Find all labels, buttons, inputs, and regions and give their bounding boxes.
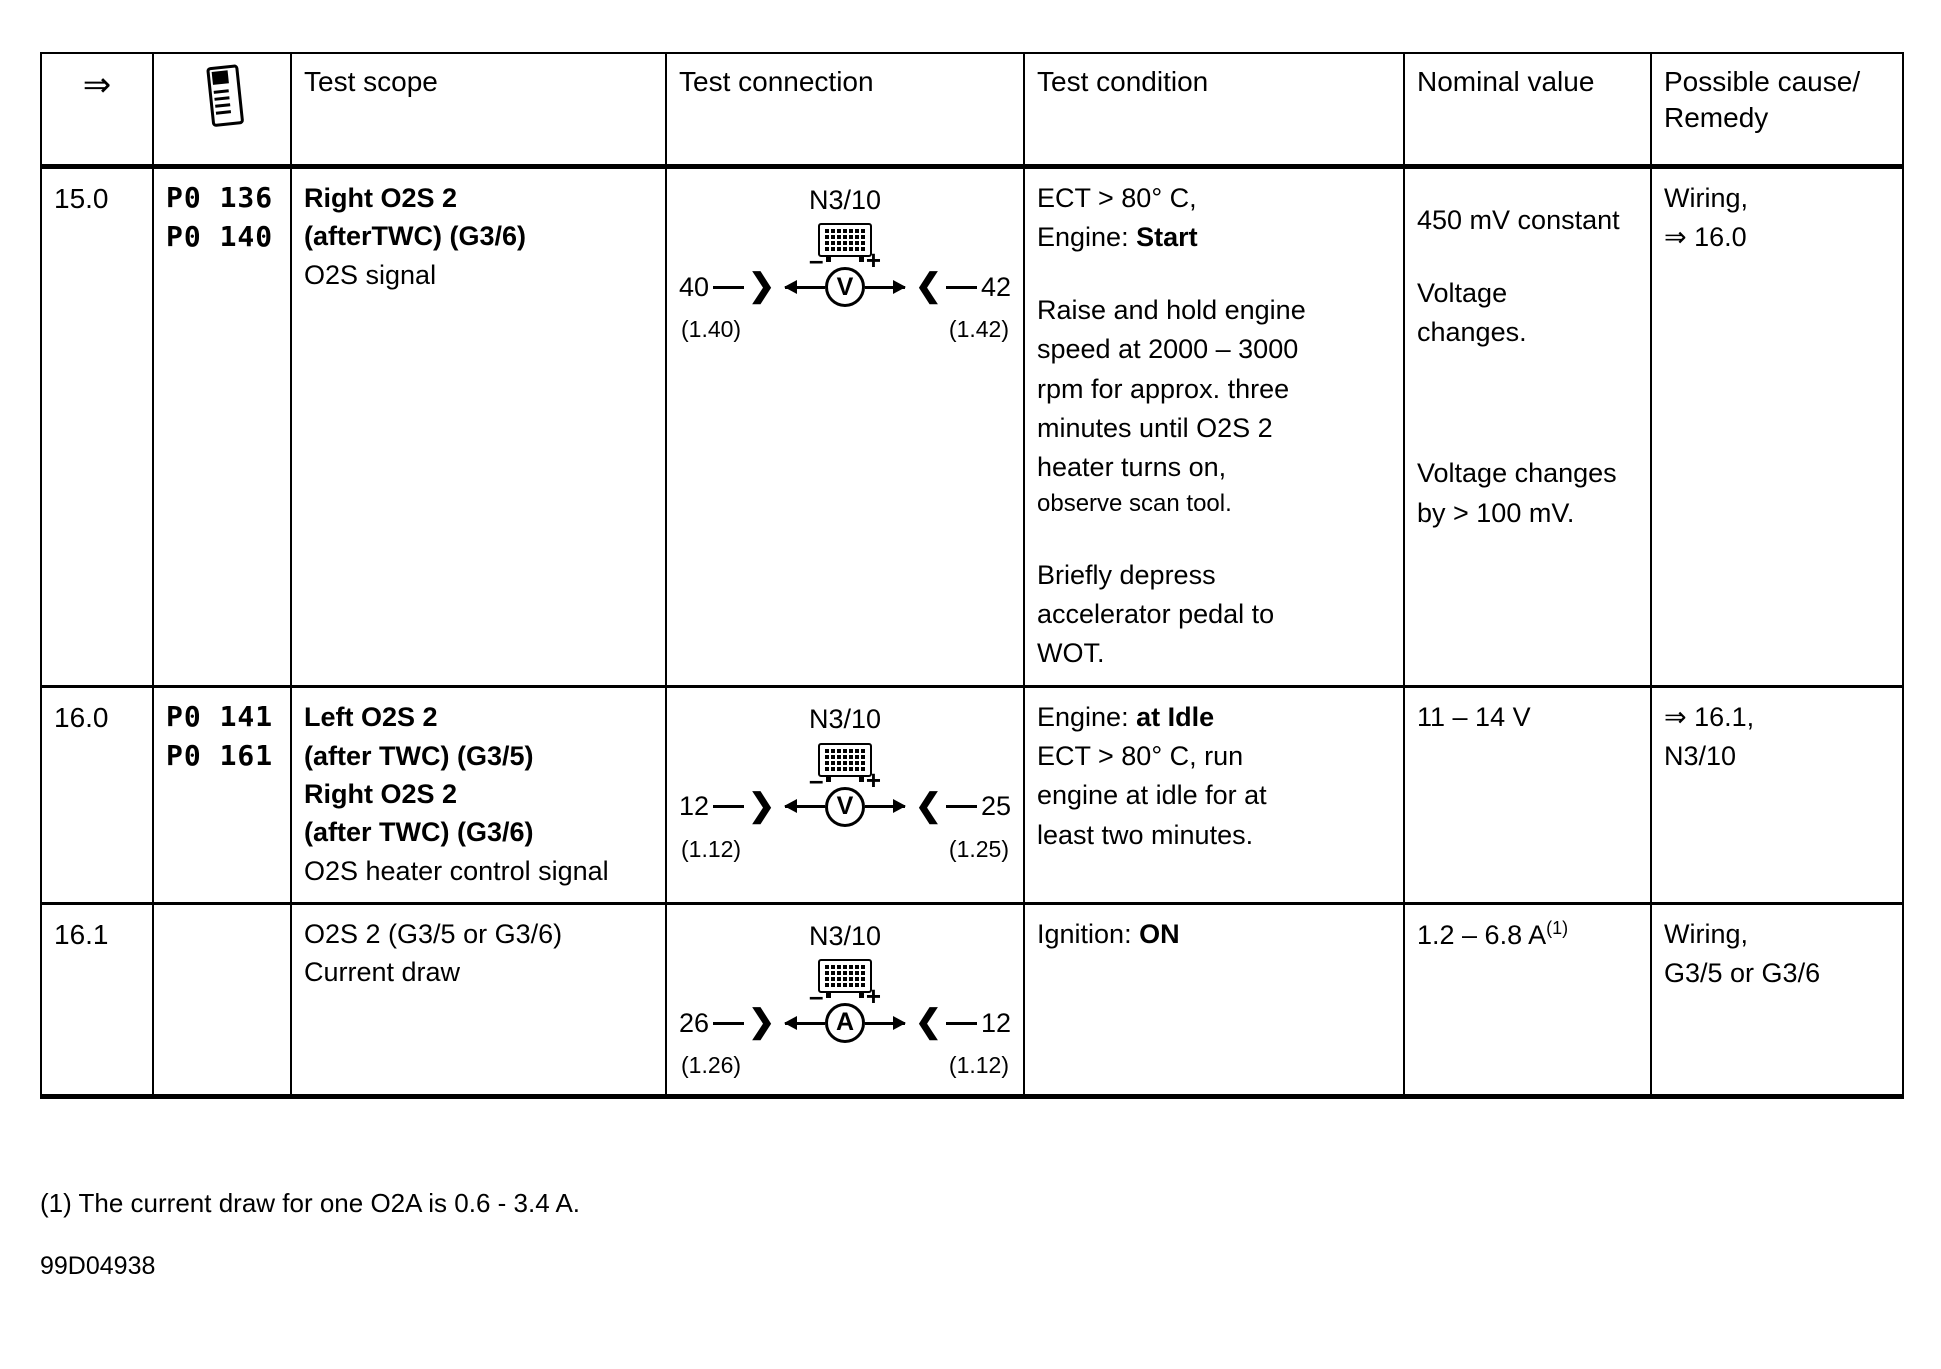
pin-left-sublabel: (1.12) bbox=[681, 835, 742, 862]
nominal-line: changes. bbox=[1417, 317, 1527, 348]
condition-line: ECT > 80° C, bbox=[1037, 183, 1197, 213]
spacer bbox=[1417, 352, 1638, 386]
possible-cause-cell bbox=[1651, 167, 1903, 687]
pin-sub-row bbox=[679, 313, 1011, 346]
condition-line: Briefly depress bbox=[1037, 559, 1216, 590]
cause-line: Wiring, bbox=[1664, 183, 1749, 213]
header-step-arrow bbox=[41, 53, 153, 167]
pin-right-label: 25 bbox=[980, 791, 1011, 822]
test-scope-line: (afterTWC) (G3/6) bbox=[304, 221, 526, 252]
polarity-minus: – bbox=[809, 764, 824, 795]
table-footnote: (1) The current draw for one O2A is 0.6 - 3.4 A. bbox=[40, 1188, 581, 1218]
spacer bbox=[1037, 257, 1391, 291]
footnote-marker: (1) bbox=[1546, 917, 1569, 938]
test-scope-line: O2S heater control signal bbox=[304, 855, 609, 886]
connector-icon bbox=[818, 743, 872, 777]
test-scope-line: Right O2S 2 bbox=[304, 778, 458, 809]
header-possible-cause-label: Possible cause/ bbox=[1664, 66, 1861, 97]
meter-row bbox=[679, 245, 1011, 307]
polarity-plus: + bbox=[865, 981, 881, 1012]
meter-core bbox=[785, 245, 905, 307]
pin-right-sublabel: (1.25) bbox=[948, 835, 1009, 862]
test-scope-cell bbox=[291, 167, 666, 687]
possible-cause-cell bbox=[1651, 903, 1903, 1096]
cause-line: G3/5 or G3/6 bbox=[1664, 957, 1821, 988]
voltmeter-icon: V bbox=[825, 267, 865, 307]
service-table-page bbox=[40, 52, 1902, 1099]
pin-right-sublabel: (1.12) bbox=[948, 1052, 1009, 1079]
voltmeter-icon: V bbox=[825, 787, 865, 827]
nominal-line: 11 – 14 V bbox=[1417, 702, 1531, 733]
connection-diagram bbox=[679, 179, 1011, 346]
component-label: N3/10 bbox=[808, 704, 882, 735]
pin-right-label: 12 bbox=[980, 1008, 1011, 1038]
connector-icon bbox=[818, 223, 872, 257]
nominal-line: Voltage bbox=[1417, 278, 1508, 309]
condition-label: Engine: bbox=[1037, 702, 1129, 733]
pin-left-sublabel: (1.26) bbox=[681, 1052, 742, 1079]
step-number: 16.0 bbox=[54, 702, 109, 734]
condition-value: at Idle bbox=[1136, 702, 1215, 733]
nominal-line bbox=[1417, 915, 1638, 955]
plug-left-icon: ❯ bbox=[748, 1003, 775, 1040]
cause-line: ⇒ 16.0 bbox=[1664, 222, 1747, 253]
nominal-value-cell bbox=[1404, 903, 1651, 1096]
test-scope-line: Current draw bbox=[304, 957, 461, 988]
table-body bbox=[41, 167, 1903, 1097]
ammeter-icon: A bbox=[825, 1003, 865, 1043]
pin-left-label: 26 bbox=[679, 1008, 710, 1038]
connector-icon-row bbox=[679, 959, 1011, 993]
test-scope-cell bbox=[291, 687, 666, 904]
nominal-line: by > 100 mV. bbox=[1417, 497, 1575, 528]
diagnostic-test-table bbox=[40, 52, 1904, 1099]
plug-left-icon: ❯ bbox=[748, 786, 775, 823]
meter-row bbox=[679, 981, 1011, 1043]
condition-label: Ignition: bbox=[1037, 918, 1132, 949]
header-nominal-value-label: Nominal value bbox=[1417, 66, 1595, 97]
possible-cause-cell bbox=[1651, 687, 1903, 904]
nominal-value-cell bbox=[1404, 687, 1651, 904]
test-condition-cell bbox=[1024, 167, 1404, 687]
condition-line: least two minutes. bbox=[1037, 819, 1254, 850]
arrow-out-icon bbox=[865, 286, 905, 289]
table-row bbox=[41, 687, 1903, 904]
condition-line: speed at 2000 – 3000 bbox=[1037, 334, 1299, 365]
lead-line bbox=[713, 1022, 744, 1025]
dtc-code-cell bbox=[153, 903, 291, 1096]
test-scope-line: Left O2S 2 bbox=[304, 702, 438, 733]
plug-right-icon: ❮ bbox=[915, 267, 942, 304]
header-row bbox=[41, 53, 1903, 167]
condition-line: observe scan tool. bbox=[1037, 489, 1232, 517]
dtc-code: P0 136 bbox=[166, 181, 274, 214]
condition-line: engine at idle for at bbox=[1037, 780, 1267, 811]
lead-line bbox=[713, 286, 744, 289]
test-connection-cell bbox=[666, 903, 1024, 1096]
nominal-value-text: 1.2 – 6.8 A bbox=[1417, 919, 1547, 950]
arrow-in-icon bbox=[785, 805, 825, 808]
condition-line: heater turns on, bbox=[1037, 451, 1227, 482]
table-row bbox=[41, 903, 1903, 1096]
arrow-out-icon bbox=[865, 1022, 905, 1025]
lead-line bbox=[713, 805, 744, 808]
spacer bbox=[1417, 179, 1638, 201]
dtc-code: P0 141 bbox=[166, 700, 274, 734]
double-arrow-icon: ⇒ bbox=[82, 66, 112, 104]
header-test-connection-label: Test connection bbox=[679, 66, 874, 97]
polarity-minus: – bbox=[809, 981, 824, 1012]
condition-line bbox=[1037, 698, 1391, 737]
pin-left-sublabel: (1.40) bbox=[681, 316, 742, 343]
step-number: 15.0 bbox=[54, 183, 109, 214]
header-test-condition-label: Test condition bbox=[1037, 66, 1209, 97]
polarity-minus: – bbox=[809, 245, 824, 276]
lead-line bbox=[946, 286, 977, 289]
condition-line: rpm for approx. three bbox=[1037, 373, 1290, 404]
document-id: 99D04938 bbox=[40, 1252, 156, 1280]
test-condition-cell bbox=[1024, 687, 1404, 904]
step-number-cell bbox=[41, 903, 153, 1096]
component-label: N3/10 bbox=[808, 920, 882, 951]
plug-left-icon: ❯ bbox=[748, 267, 775, 304]
spacer bbox=[1417, 240, 1638, 274]
condition-line: Raise and hold engine bbox=[1037, 295, 1306, 326]
scan-tool-icon bbox=[202, 64, 242, 123]
header-test-scope bbox=[291, 53, 666, 167]
header-nominal-value bbox=[1404, 53, 1651, 167]
plug-right-icon: ❮ bbox=[915, 1003, 942, 1040]
condition-line bbox=[1037, 915, 1391, 954]
test-scope-line: O2S signal bbox=[304, 259, 437, 290]
header-test-scope-label: Test scope bbox=[304, 66, 438, 97]
pin-left-label: 12 bbox=[679, 791, 710, 822]
pin-right-sublabel: (1.42) bbox=[948, 316, 1009, 343]
cause-line: Wiring, bbox=[1664, 918, 1749, 949]
test-scope-line: (after TWC) (G3/5) bbox=[304, 740, 534, 771]
pin-sub-row bbox=[679, 833, 1011, 866]
pin-sub-row bbox=[679, 1049, 1011, 1082]
step-number-cell bbox=[41, 687, 153, 904]
arrow-in-icon bbox=[785, 286, 825, 289]
connection-diagram bbox=[679, 915, 1011, 1082]
nominal-value-cell bbox=[1404, 167, 1651, 687]
table-row bbox=[41, 167, 1903, 687]
test-condition-cell bbox=[1024, 903, 1404, 1096]
header-remedy-label: Remedy bbox=[1664, 102, 1769, 134]
header-possible-cause bbox=[1651, 53, 1903, 167]
test-connection-cell bbox=[666, 687, 1024, 904]
condition-line: accelerator pedal to bbox=[1037, 598, 1275, 629]
connector-icon-row bbox=[679, 743, 1011, 777]
nominal-line: Voltage changes bbox=[1417, 458, 1617, 489]
polarity-plus: + bbox=[865, 245, 881, 276]
header-test-condition bbox=[1024, 53, 1404, 167]
test-scope-line: (after TWC) (G3/6) bbox=[304, 817, 534, 848]
step-number: 16.1 bbox=[54, 918, 109, 950]
meter-core bbox=[785, 981, 905, 1043]
test-scope-line: O2S 2 (G3/5 or G3/6) bbox=[304, 918, 563, 949]
test-connection-cell bbox=[666, 167, 1024, 687]
test-scope-line: Right O2S 2 bbox=[304, 183, 458, 213]
connection-diagram bbox=[679, 698, 1011, 865]
condition-label: Engine: bbox=[1037, 222, 1129, 253]
arrow-out-icon bbox=[865, 805, 905, 808]
condition-line bbox=[1037, 218, 1391, 257]
header-test-connection bbox=[666, 53, 1024, 167]
spacer bbox=[1417, 420, 1638, 454]
component-label: N3/10 bbox=[808, 185, 882, 215]
condition-line: ECT > 80° C, run bbox=[1037, 741, 1244, 772]
cause-line: N3/10 bbox=[1664, 741, 1737, 772]
cause-line: ⇒ 16.1, bbox=[1664, 702, 1755, 733]
spacer bbox=[1417, 386, 1638, 420]
meter-core bbox=[785, 764, 905, 827]
spacer bbox=[1037, 522, 1391, 556]
table-header bbox=[41, 53, 1903, 167]
arrow-in-icon bbox=[785, 1022, 825, 1025]
nominal-line: 450 mV constant bbox=[1417, 205, 1620, 235]
condition-value: Start bbox=[1136, 222, 1198, 253]
condition-line: WOT. bbox=[1037, 638, 1105, 669]
lead-line bbox=[946, 1022, 977, 1025]
condition-value: ON bbox=[1139, 918, 1180, 949]
connector-icon bbox=[818, 959, 872, 993]
condition-line: minutes until O2S 2 bbox=[1037, 412, 1273, 443]
pin-right-label: 42 bbox=[980, 272, 1011, 303]
plug-right-icon: ❮ bbox=[915, 786, 942, 823]
lead-line bbox=[946, 805, 977, 808]
dtc-code: P0 161 bbox=[166, 738, 274, 772]
meter-row bbox=[679, 764, 1011, 827]
polarity-plus: + bbox=[865, 764, 881, 795]
header-scan-tool bbox=[153, 53, 291, 167]
test-scope-cell bbox=[291, 903, 666, 1096]
dtc-code-cell bbox=[153, 687, 291, 904]
dtc-code-cell bbox=[153, 167, 291, 687]
pin-left-label: 40 bbox=[679, 272, 710, 303]
connector-icon-row bbox=[679, 223, 1011, 257]
step-number-cell bbox=[41, 167, 153, 687]
dtc-code: P0 140 bbox=[166, 219, 274, 253]
